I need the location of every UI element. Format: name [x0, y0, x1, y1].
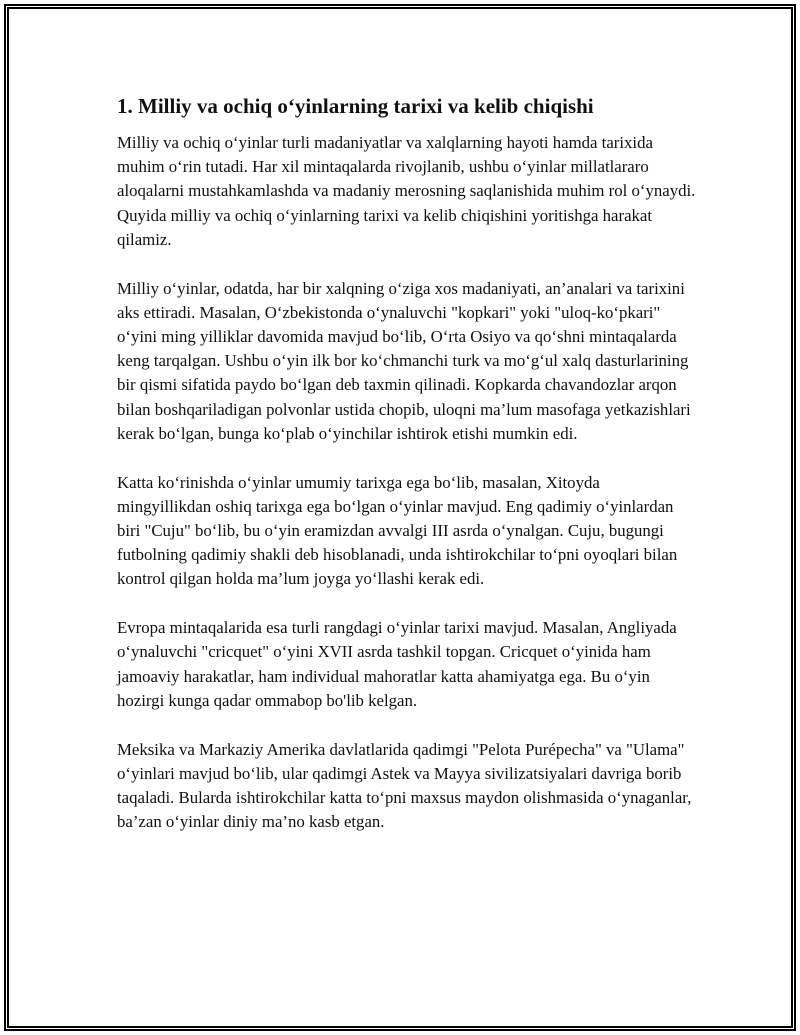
paragraph-intro: Milliy va ochiq o‘yinlar turli madaniyatlar va xalqlarning hayoti hamda tarixida muhim o‘rin tutadi. Har xil mintaqalarda rivojlanib, ushbu o‘yinlar millatlararo aloqalarni mustahkamlashda va madaniy merosning saqlanishida muhim rol o‘ynaydi. Quyida milliy va ochiq o‘yinlarning tarixi va kelib chiqishini yoritishga harakat qilamiz.	[117, 133, 696, 249]
paragraph-national-games: Milliy o‘yinlar, odatda, har bir xalqning o‘ziga xos madaniyati, an’analari va tarixini aks ettiradi. Masalan, O‘zbekistonda o‘ynaluvchi "kopkari" yoki "uloq-ko‘pkari" o‘yini ming yilliklar davomida mavjud bo‘lib, O‘rta Osiyo va qo‘shni mintaqalarda keng tarqalgan. Ushbu o‘yin ilk bor ko‘chmanchi turk va mo‘g‘ul xalq dasturlarining bir qismi sifatida paydo bo‘lgan deb taxmin qilinadi. Kopkarda chavandozlar arqon bilan boshqariladigan polvonlar ustida chopib, uloqni ma’lum masofaga yetkazishlari kerak bo‘lgan, bunga ko‘plab o‘yinchilar ishtirok etishi mumkin edi.	[117, 278, 691, 443]
section-heading: 1. Milliy va ochiq o‘yinlarning tarixi va kelib chiqishi	[117, 94, 594, 118]
paragraph-europe: Evropa mintaqalarida esa turli rangdagi o‘yinlar tarixi mavjud. Masalan, Angliyada o‘ynaluvchi "cricquet" o‘yini XVII asrda tashkil topgan. Cricquet o‘yinida ham jamoaviy harakatlar, ham individual mahoratlar katta ahamiyatga ega. Bu o‘yin hozirgi kunga qadar ommabop bo'lib kelgan.	[117, 618, 677, 710]
document-body	[117, 93, 697, 859]
paragraph-mesoamerica: Meksika va Markaziy Amerika davlatlarida qadimgi "Pelota Purépecha" va "Ulama" o‘yinlari mavjud bo‘lib, ular qadimgi Astek va Mayya sivilizatsiyalari davriga borib taqaladi. Bularda ishtirokchilar katta to‘pni maxsus maydon olishmasida o‘ynaganlar, ba’zan o‘yinlar diniy ma’no kasb etgan.	[117, 739, 692, 832]
paragraph-cuju: Katta ko‘rinishda o‘yinlar umumiy tarixga ega bo‘lib, masalan, Xitoyda mingyillikdan oshiq tarixga ega bo‘lgan o‘yinlar mavjud. Eng qadimiy o‘yinlardan biri "Cuju" bo‘lib, bu o‘yin eramizdan avvalgi III asrda o‘ynalgan. Cuju, bugungi futbolning qadimiy shakli deb hisoblanadi, unda ishtirokchilar to‘pni oyoqlari bilan kontrol qilgan holda ma’lum joyga yo‘llashi kerak edi.	[117, 472, 678, 589]
